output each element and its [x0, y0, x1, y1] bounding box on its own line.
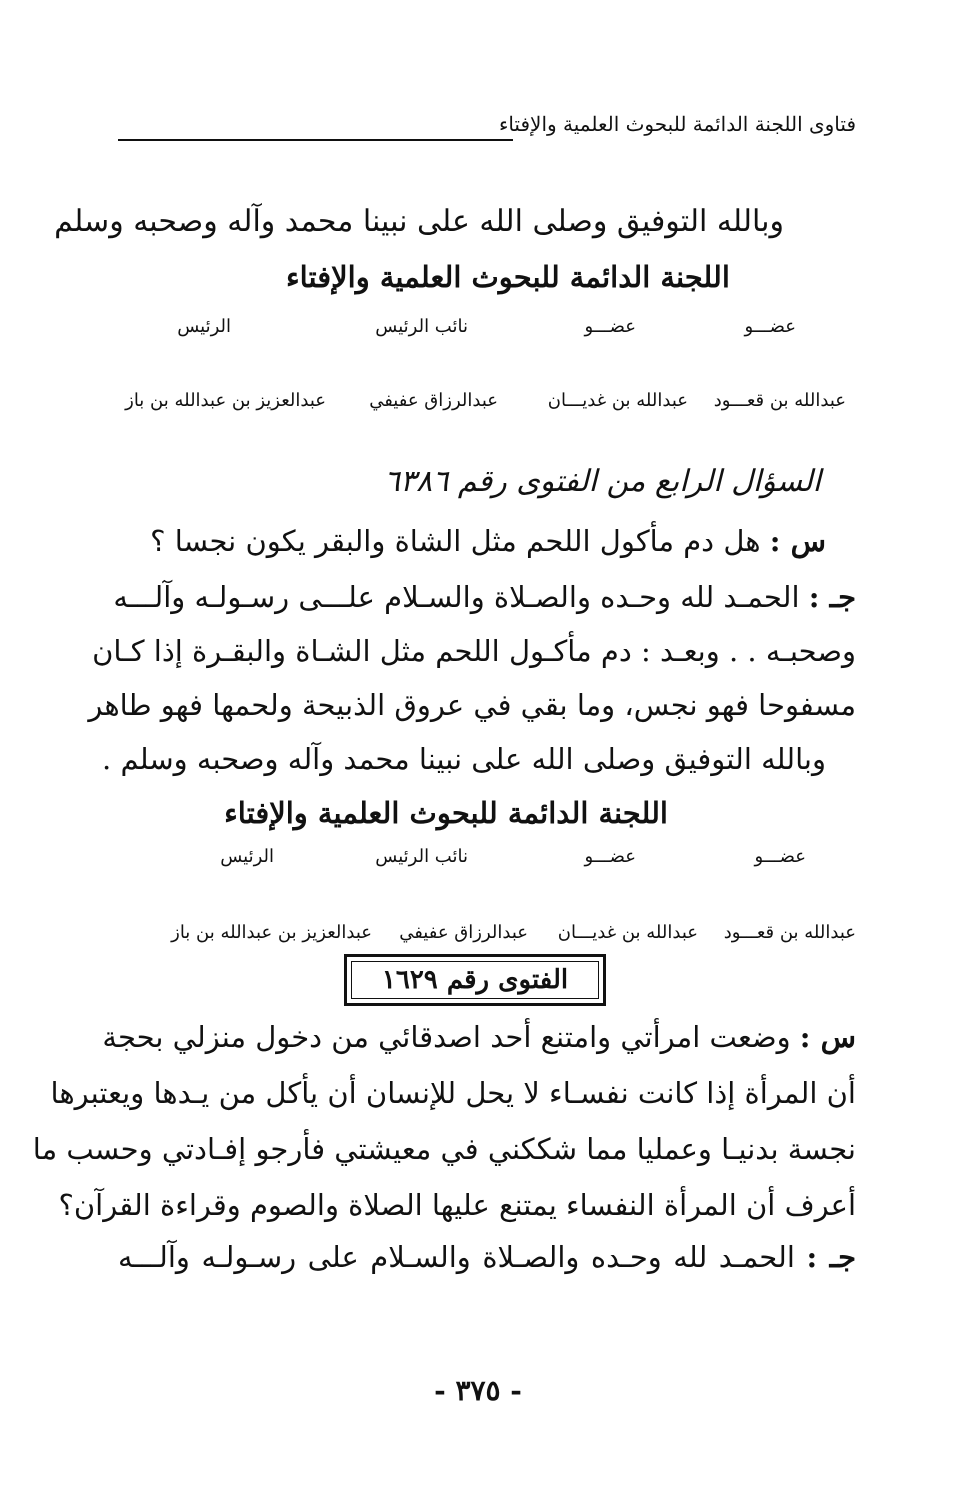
- question-text: هل دم مأكول اللحم مثل الشاة والبقر يكون نجسا ؟: [150, 524, 761, 558]
- signatory-name-5: عبدالله بن قعـــود: [723, 922, 856, 943]
- fatwa-question-text-1: وضعت امرأتي وامتنع أحد اصدقائي من دخول منزلي بحجة: [102, 1020, 791, 1054]
- signatory-title-6: عضـــو: [584, 846, 636, 867]
- running-header: فتاوى اللجنة الدائمة للبحوث العلمية والإفتاء: [498, 112, 856, 136]
- fatwa-question-label: س :: [799, 1020, 856, 1054]
- answer-line-2: وصحبـه . . وبعـد : دم مأكـول اللحم مثل الشـاة والبقـرة إذا كـان: [92, 634, 856, 668]
- committee-name-2: اللجنة الدائمة للبحوث العلمية والإفتاء: [224, 796, 668, 830]
- signatory-name-6: عبدالله بن غديـــان: [557, 922, 698, 943]
- answer-line-4: وبالله التوفيق وصلى الله على نبينا محمد وآله وصحبه وسلم .: [102, 742, 826, 776]
- question-heading: السؤال الرابع من الفتوى رقم ٦٣٨٦: [383, 464, 821, 499]
- closing-blessing-1: وبالله التوفيق وصلى الله على نبينا محمد وآله وصحبه وسلم: [54, 204, 784, 239]
- signatory-name-8: عبدالعزيز بن عبدالله بن باز: [171, 922, 372, 943]
- signatory-title-5: عضـــو: [754, 846, 806, 867]
- fatwa-title: الفتوى رقم ١٦٢٩: [381, 965, 569, 995]
- signatory-name-7: عبدالرزاق عفيفي: [399, 922, 528, 943]
- fatwa-answer-text: الحمـد لله وحـده والصـلاة والسـلام على رسـولـه وآلـــه: [118, 1240, 795, 1274]
- fatwa-answer-line-1: [118, 1240, 856, 1274]
- fatwa-answer-label: جـ :: [806, 1240, 857, 1274]
- committee-name-1: اللجنة الدائمة للبحوث العلمية والإفتاء: [286, 260, 730, 294]
- page-number: - ٣٧٥ -: [434, 1374, 522, 1407]
- fatwa-title-box: [344, 954, 606, 1006]
- header-rule: [118, 139, 513, 141]
- signatory-name-4: عبدالعزيز بن عبدالله بن باز: [125, 390, 326, 411]
- fatwa-question-line-4: أعرف أن المرأة النفساء يمتنع عليها الصلاة والصوم وقراءة القرآن؟: [58, 1188, 856, 1222]
- signatory-name-1: عبدالله بن قعـــود: [713, 390, 846, 411]
- answer-label: جـ :: [808, 580, 856, 614]
- question-line: [150, 524, 826, 558]
- fatwa-question-line-3: نجسة بدنيـا وعمليا مما شككني في معيشتي فأرجو إفـادتي وحسب ما: [32, 1132, 856, 1166]
- signatory-name-3: عبدالرزاق عفيفي: [369, 390, 498, 411]
- signatory-title-3: نائب الرئيس: [375, 316, 468, 337]
- question-label: س :: [769, 524, 826, 558]
- signatory-title-4: الرئيس: [177, 316, 231, 337]
- signatory-title-8: الرئيس: [220, 846, 274, 867]
- signatory-name-2: عبدالله بن غديـــان: [547, 390, 688, 411]
- answer-line-1: [113, 580, 856, 614]
- fatwa-question-line-1: [102, 1020, 856, 1054]
- fatwa-question-line-2: أن المرأة إذا كانت نفسـاء لا يحل للإنسان أن يأكل من يـدها ويعتبرها: [50, 1076, 856, 1110]
- answer-text-1: الحمـد لله وحـده والصـلاة والسـلام علـــى رسـولـه وآلـــه: [113, 580, 800, 614]
- signatory-title-7: نائب الرئيس: [375, 846, 468, 867]
- answer-line-3: مسفوحا فهو نجس، وما بقي في عروق الذبيحة ولحمها فهو طاهر: [88, 688, 856, 722]
- signatory-title-1: عضـــو: [744, 316, 796, 337]
- signatory-title-2: عضـــو: [584, 316, 636, 337]
